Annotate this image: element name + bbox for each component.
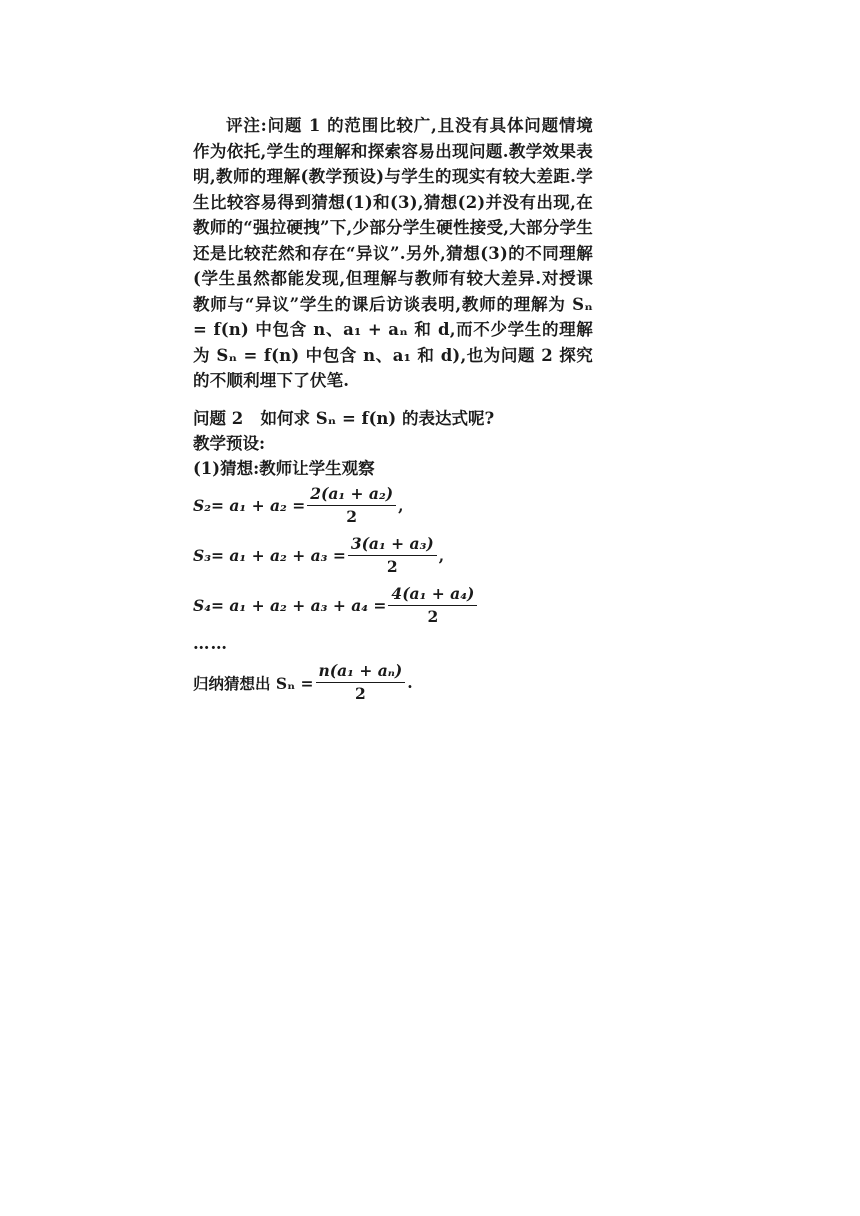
fraction-numerator: 2(a₁ + a₂) bbox=[307, 484, 396, 506]
equation-sum: = a₁ + a₂ = bbox=[210, 496, 306, 515]
conclusion-text: 归纳猜想出 Sₙ = bbox=[193, 673, 314, 693]
equation-sum: = a₁ + a₂ + a₃ = bbox=[210, 546, 346, 565]
fraction bbox=[348, 534, 437, 577]
equation-s2 bbox=[193, 481, 593, 531]
equation-lhs: S₂ bbox=[193, 496, 211, 515]
fraction-denominator: 2 bbox=[354, 684, 366, 703]
document-page bbox=[193, 113, 593, 709]
equation-s4 bbox=[193, 581, 593, 631]
question-2-text: 如何求 Sₙ = f(n) 的表达式呢? bbox=[260, 408, 495, 428]
commentary-text: 问题 1 的范围比较广,且没有具体问题情境作为依托,学生的理解和探索容易出现问题.教学效果表明,教师的理解(教学预设)与学生的现实有较大差距.学生比较容易得到猜想(1)和(3),猜想(2)并没有出现,在教师的“强拉硬拽”下,少部分学生硬性接受,大部分学生还是比较茫然和存在“异议”.另外,猜想(3)的不同理解(学生虽然都能发现,但理解与教师有较大差异.对授课教师与“异议”学生的课后访谈表明,教师的理解为 Sₙ = f(n) 中包含 n、a₁ + aₙ 和 d,而不少学生的理解为 Sₙ = f(n) 中包含 n、a₁ 和 d),也为问题 2 探究的不顺利埋下了伏笔. bbox=[193, 116, 593, 390]
question-2-label: 问题 2 bbox=[193, 408, 244, 428]
equation-lhs: S₃ bbox=[193, 546, 211, 565]
commentary-lead: 评注: bbox=[226, 116, 267, 135]
fraction bbox=[316, 661, 406, 704]
equation-lhs: S₄ bbox=[193, 596, 211, 615]
fraction-numerator: 3(a₁ + a₃) bbox=[348, 534, 437, 556]
conclusion bbox=[193, 657, 593, 709]
fraction bbox=[307, 484, 396, 527]
equation-tail: , bbox=[398, 496, 404, 515]
fraction-denominator: 2 bbox=[346, 507, 358, 526]
guess-label: (1)猜想:教师让学生观察 bbox=[193, 458, 375, 478]
ellipsis: …… bbox=[193, 633, 228, 653]
equation-tail: , bbox=[438, 546, 445, 565]
commentary-paragraph bbox=[193, 113, 593, 394]
equation-s3 bbox=[193, 531, 593, 581]
preset-label: 教学预设: bbox=[193, 433, 266, 453]
fraction-denominator: 2 bbox=[427, 607, 439, 626]
question-2 bbox=[193, 406, 593, 431]
fraction-denominator: 2 bbox=[386, 557, 398, 576]
fraction bbox=[388, 584, 477, 627]
equation-sum: = a₁ + a₂ + a₃ + a₄ = bbox=[210, 596, 387, 615]
fraction-numerator: n(a₁ + aₙ) bbox=[316, 661, 406, 683]
conclusion-tail: . bbox=[407, 673, 413, 692]
fraction-numerator: 4(a₁ + a₄) bbox=[388, 584, 477, 606]
